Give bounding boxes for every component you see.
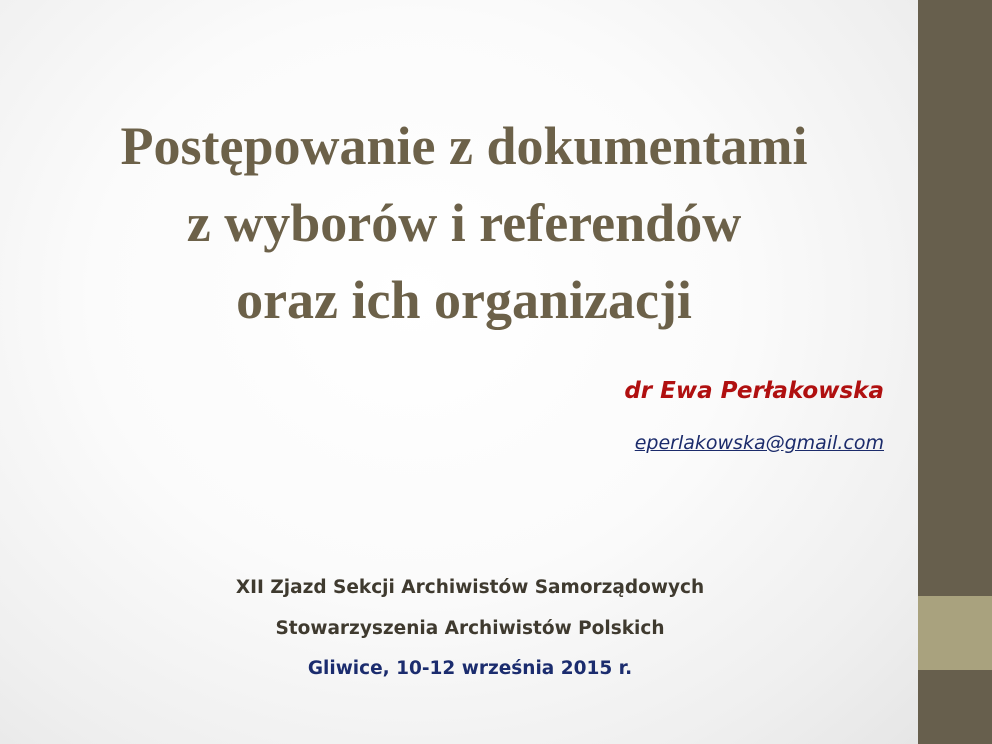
event-name-line-2: Stowarzyszenia Archiwistów Polskich — [275, 618, 665, 639]
title-line-2: z wyborów i referendów — [186, 193, 742, 253]
event-name-line-1: XII Zjazd Sekcji Archiwistów Samorządowych — [235, 577, 705, 598]
slide-title — [40, 108, 888, 339]
author-email-link[interactable]: eperlakowska@gmail.com — [634, 432, 884, 454]
sidebar-accent-block — [918, 596, 992, 670]
event-date-location: Gliwice, 10-12 września 2015 r. — [307, 658, 633, 679]
title-line-1: Postępowanie z dokumentami — [120, 116, 808, 176]
title-line-3: oraz ich organizacji — [236, 270, 692, 330]
author-name: dr Ewa Perłakowska — [624, 378, 884, 404]
